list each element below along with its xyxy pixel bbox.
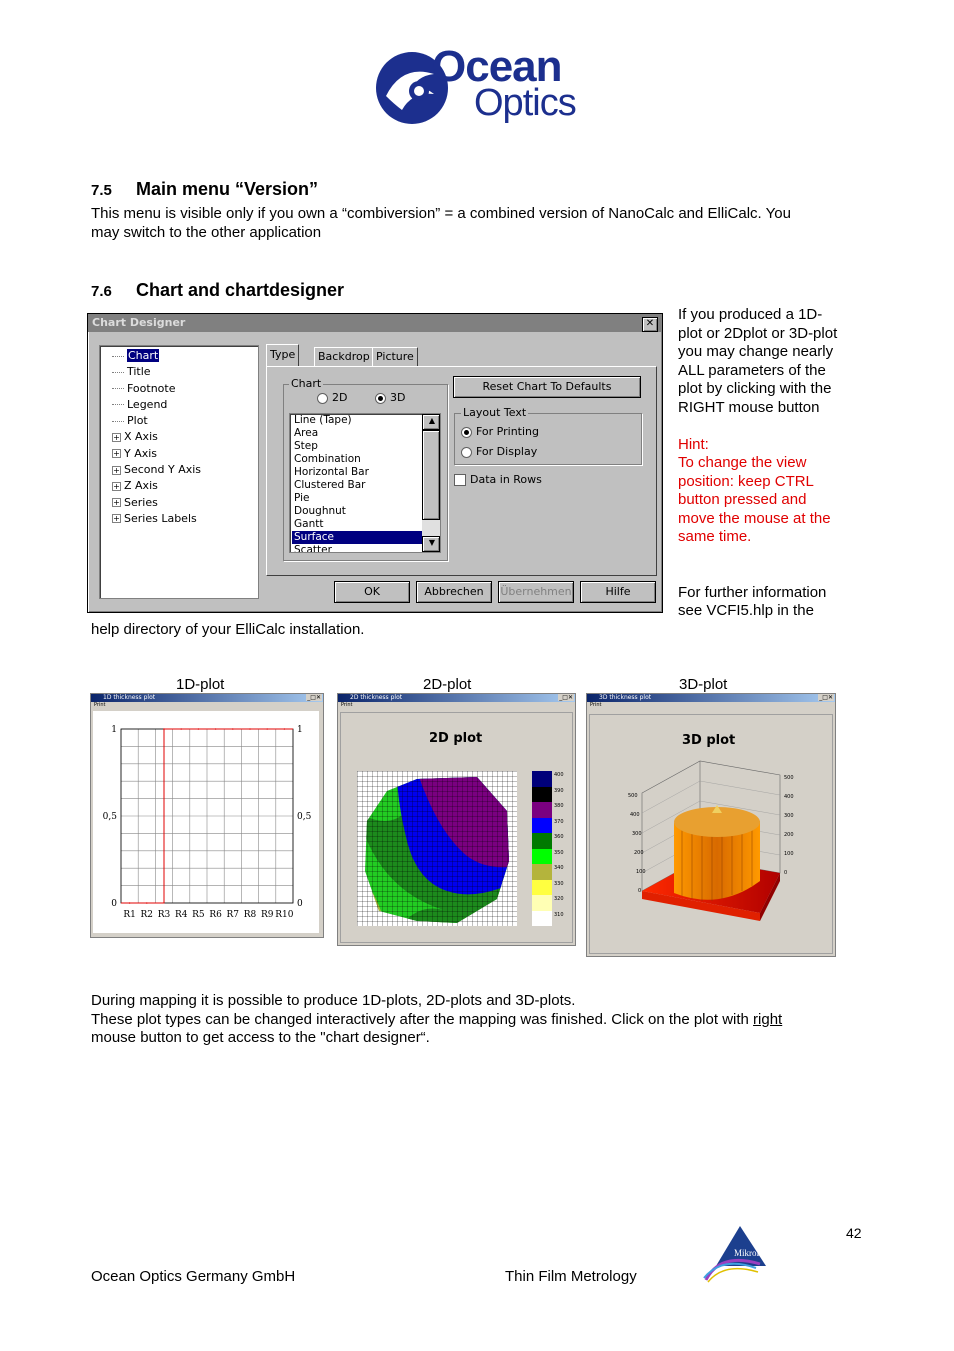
legend-label: 390 (554, 787, 564, 794)
layout-text-label: Layout Text (463, 406, 527, 419)
legend-entry (532, 911, 564, 927)
legend-label: 370 (554, 818, 564, 825)
expand-icon[interactable]: + (113, 481, 120, 491)
axis-tick-label: 100 (636, 869, 646, 875)
plot-area-3d[interactable] (589, 714, 833, 954)
tree-connector (112, 356, 124, 357)
ocean-optics-logo (372, 40, 596, 132)
axis-tick-label: 0 (638, 888, 642, 894)
x-tick-label: R6 (209, 910, 222, 920)
tree-item-label: Plot (127, 414, 148, 428)
dialog-titlebar (88, 314, 662, 332)
x-tick-label: R7 (226, 910, 240, 920)
expand-icon[interactable]: + (113, 514, 120, 524)
paragraph-line (91, 1011, 871, 1030)
x-tick-label: R3 (157, 910, 171, 920)
bottom-paragraph (91, 992, 871, 1048)
close-icon[interactable]: ✕ (642, 317, 658, 332)
tree-item[interactable] (106, 446, 258, 462)
data-point (215, 728, 217, 730)
y-tick-label-left: 0,5 (102, 812, 117, 822)
window-controls-icon[interactable]: _□✕ (819, 694, 833, 701)
data-point (198, 728, 200, 730)
tree-item[interactable] (106, 429, 258, 445)
radio-checked-icon (375, 393, 386, 404)
section-7-5-heading (91, 179, 318, 200)
data-in-rows-label: Data in Rows (470, 473, 542, 486)
axis-tick-label: 500 (784, 775, 794, 781)
x-tick-label: R5 (192, 910, 205, 920)
tree-item[interactable] (106, 495, 258, 511)
plot-window-2d (337, 693, 576, 946)
side-description (678, 306, 878, 621)
x-tick-label: R8 (243, 910, 257, 920)
tree-item-label: Second Y Axis (124, 463, 202, 477)
side-text-line: button pressed and (678, 491, 807, 508)
apply-button: Übernehmen (498, 581, 574, 603)
legend-entry (532, 895, 564, 911)
paragraph-line: This menu is visible only if you own a “combiversion” = a combined version of NanoCalc and ElliCalc. You (91, 205, 791, 222)
radio-icon (317, 393, 328, 404)
plot-window-3d (586, 693, 836, 957)
legend-entry (532, 771, 564, 787)
section-7-5-text (91, 205, 791, 242)
tree-item-label: Y Axis (124, 446, 158, 460)
section-number: 7.5 (91, 182, 112, 199)
checkbox-icon (454, 474, 466, 486)
legend-label: 380 (554, 803, 564, 809)
plot-title-2d: 2D plot (429, 731, 483, 746)
data-point (284, 728, 286, 730)
expand-icon[interactable]: + (113, 465, 120, 475)
radio-3d-label: 3D (390, 391, 406, 404)
expand-icon[interactable]: + (113, 449, 120, 459)
radio-2d-label: 2D (332, 391, 348, 404)
tree-item[interactable] (106, 462, 258, 478)
legend-entry (532, 849, 564, 865)
plot-titlebar (91, 694, 323, 702)
side-text-line: To change the view (678, 454, 807, 471)
tree-item[interactable] (106, 511, 258, 527)
legend-entry (532, 864, 564, 880)
side-text-line: same time. (678, 528, 752, 545)
legend-label: 400 (554, 772, 564, 778)
data-point (180, 728, 182, 730)
tree-item-label: Legend (127, 397, 168, 411)
for-display-label: For Display (476, 445, 538, 458)
label-2d-plot: 2D-plot (423, 676, 472, 693)
radio-for-display[interactable] (461, 445, 537, 458)
axis-tick-label: 300 (632, 831, 642, 837)
data-point (232, 728, 234, 730)
page-number: 42 (846, 1225, 862, 1241)
tab-backdrop[interactable]: Backdrop (314, 347, 374, 366)
radio-checked-icon (461, 427, 472, 438)
plot-window-title: 3D thickness plot (599, 694, 652, 701)
side-text-line: Hint: (678, 435, 709, 453)
chart-type-list[interactable] (289, 413, 441, 553)
scrollbar[interactable] (422, 414, 440, 552)
paragraph-text: These plot types can be changed interactively after the mapping was finished. Click on the plot with (91, 1010, 754, 1028)
footer-center: Thin Film Metrology (505, 1268, 637, 1285)
y-tick-label-right: 1 (297, 725, 303, 735)
scroll-thumb[interactable] (422, 430, 440, 520)
list-item[interactable]: Horizontal Bar (294, 466, 369, 478)
side-text-line: For further information (678, 583, 827, 601)
radio-3d[interactable] (375, 391, 405, 404)
legend-swatch (532, 833, 552, 849)
window-controls-icon[interactable]: _□✕ (559, 694, 573, 701)
tree-item[interactable] (106, 348, 258, 364)
legend-swatch (532, 864, 552, 880)
y-tick-label-left: 0 (111, 899, 117, 909)
section-title: Chart and chartdesigner (136, 280, 345, 300)
radio-icon (461, 447, 472, 458)
list-item[interactable]: Area (294, 427, 319, 439)
list-item[interactable]: Pie (294, 492, 310, 504)
line-chart (93, 711, 319, 933)
cancel-button[interactable]: Abbrechen (416, 581, 492, 603)
window-controls-icon[interactable]: _□✕ (307, 694, 321, 701)
data-point (266, 728, 268, 730)
mikropack-wordmark: MikroPack (734, 1248, 774, 1258)
side-text-line: ALL parameters of the (678, 361, 826, 379)
color-legend (532, 771, 564, 926)
tree-item-label: Z Axis (124, 479, 158, 493)
tree-item-label: Footnote (127, 381, 176, 395)
side-text-line: you may change nearly (678, 343, 834, 360)
tree-connector (112, 421, 124, 422)
section-title: Main menu “Version” (136, 179, 319, 199)
chart-group-label: Chart (291, 377, 322, 390)
list-item[interactable]: Scatter (294, 544, 332, 553)
tab-picture[interactable]: Picture (372, 347, 418, 366)
tree-item-label: X Axis (124, 430, 158, 444)
x-tick-label: R4 (174, 910, 188, 920)
legend-swatch (532, 911, 552, 927)
axis-tick-label: 200 (634, 850, 644, 856)
mikropack-logo (700, 1222, 796, 1284)
data-in-rows-checkbox[interactable] (454, 473, 542, 486)
tab-panel (266, 366, 657, 576)
tree-item[interactable] (106, 364, 258, 380)
tree-item[interactable] (106, 381, 258, 397)
legend-entry (532, 802, 564, 818)
plot-menu-print[interactable]: Print (590, 702, 602, 708)
tree-connector (112, 388, 124, 389)
axis-tick-label: 200 (784, 832, 794, 838)
list-item[interactable]: Clustered Bar (294, 479, 366, 491)
tree-item-label: Title (127, 365, 151, 379)
legend-swatch (532, 771, 552, 787)
list-item[interactable]: Combination (294, 453, 361, 465)
tree-item-label: Series Labels (124, 511, 197, 525)
section-7-6-heading (91, 280, 344, 301)
underlined-word: right (753, 1010, 783, 1028)
legend-entry (532, 787, 564, 803)
data-point (163, 728, 165, 730)
plot-window-1d (90, 693, 324, 938)
expand-icon[interactable]: + (113, 432, 120, 442)
side-text-line: move the mouse at the (678, 509, 831, 527)
list-item[interactable]: Doughnut (294, 505, 346, 517)
plot-menu-print[interactable]: Print (341, 702, 353, 708)
axis-tick-label: 400 (630, 812, 640, 818)
side-text-line: position: keep CTRL (678, 472, 814, 490)
plot-window-title: 1D thickness plot (103, 694, 156, 701)
tree-item[interactable] (106, 413, 258, 429)
legend-label: 320 (554, 896, 564, 902)
surface-3d (600, 753, 826, 933)
axis-tick-label: 300 (784, 813, 794, 819)
logo-word-ocean: Ocean (432, 42, 562, 91)
plot-window-title: 2D thickness plot (350, 694, 403, 701)
legend-label: 350 (554, 849, 564, 856)
paragraph-line: mouse button to get access to the "chart designer“. (91, 1029, 430, 1046)
axis-tick-label: 400 (784, 794, 794, 800)
legend-swatch (532, 849, 552, 865)
plot-menu-print[interactable]: Print (94, 702, 106, 708)
legend-entry (532, 880, 564, 896)
axis-tick-label: 500 (628, 793, 638, 799)
help-line: help directory of your ElliCalc installation. (91, 621, 365, 638)
legend-swatch (532, 895, 552, 911)
side-text-line: plot by clicking with the (678, 380, 832, 397)
axis-tick-label: 0 (784, 870, 788, 876)
x-tick-label: R2 (140, 910, 154, 920)
section-number: 7.6 (91, 283, 112, 300)
plot-area-1d[interactable] (93, 711, 319, 933)
legend-label: 360 (554, 834, 564, 840)
reset-chart-button[interactable]: Reset Chart To Defaults (453, 376, 641, 398)
ok-button[interactable]: OK (334, 581, 410, 603)
plot-area-2d[interactable] (340, 712, 573, 943)
legend-entry (532, 833, 564, 849)
list-item[interactable]: Step (294, 440, 318, 452)
tree-item[interactable] (106, 397, 258, 413)
axis-tick-label: 100 (784, 851, 794, 857)
plot-titlebar (338, 694, 575, 702)
logo-word-optics: Optics (474, 82, 576, 124)
property-tree[interactable] (99, 345, 259, 599)
plot-titlebar (587, 694, 835, 702)
label-1d-plot: 1D-plot (176, 676, 225, 693)
legend-label: 310 (554, 911, 564, 918)
scroll-up-icon[interactable]: ▲ (422, 414, 440, 430)
radio-for-printing[interactable] (461, 425, 539, 438)
tree-item-label: Series (124, 495, 158, 509)
x-tick-label: R9 (260, 910, 274, 920)
label-3d-plot: 3D-plot (679, 676, 728, 693)
side-text-line: If you produced a 1D- (678, 306, 823, 323)
list-item[interactable]: Gantt (294, 518, 324, 530)
paragraph-line: may switch to the other application (91, 223, 322, 241)
expand-icon[interactable]: + (113, 498, 120, 508)
for-printing-label: For Printing (476, 425, 539, 438)
y-tick-label-right: 0 (297, 899, 303, 909)
plot-title-3d: 3D plot (682, 733, 736, 748)
legend-swatch (532, 787, 552, 803)
legend-swatch (532, 818, 552, 834)
x-tick-label: R1 (123, 910, 136, 920)
legend-swatch (532, 880, 552, 896)
heatmap-2d (357, 771, 517, 931)
tree-connector (112, 372, 124, 373)
chart-designer-dialog (87, 313, 663, 613)
tree-connector (112, 404, 124, 405)
footer-company: Ocean Optics Germany GmbH (91, 1268, 296, 1285)
list-item[interactable]: Line (Tape) (294, 414, 352, 426)
tab-type[interactable]: Type (266, 344, 299, 367)
help-button[interactable]: Hilfe (580, 581, 656, 603)
scroll-down-icon[interactable]: ▼ (422, 536, 440, 552)
side-text-line: RIGHT mouse button (678, 398, 820, 416)
y-tick-label-left: 1 (111, 725, 117, 735)
tree-item[interactable] (106, 478, 258, 494)
legend-label: 330 (554, 880, 564, 887)
x-tick-label: R10 (275, 910, 294, 920)
data-point (129, 902, 131, 904)
y-tick-label-right: 0,5 (297, 812, 312, 822)
radio-2d[interactable] (317, 391, 347, 404)
list-item[interactable]: Surface (292, 531, 425, 544)
tree-item-label: Chart (128, 349, 159, 362)
data-point (249, 728, 251, 730)
legend-label: 340 (554, 865, 564, 871)
data-point (146, 902, 148, 904)
legend-swatch (532, 802, 552, 818)
legend-entry (532, 818, 564, 834)
side-text-line: plot or 2Dplot or 3D-plot (678, 324, 838, 342)
paragraph-line: During mapping it is possible to produce 1D-plots, 2D-plots and 3D-plots. (91, 992, 576, 1009)
side-text-line: see VCFI5.hlp in the (678, 602, 814, 619)
dialog-title: Chart Designer (92, 316, 186, 329)
